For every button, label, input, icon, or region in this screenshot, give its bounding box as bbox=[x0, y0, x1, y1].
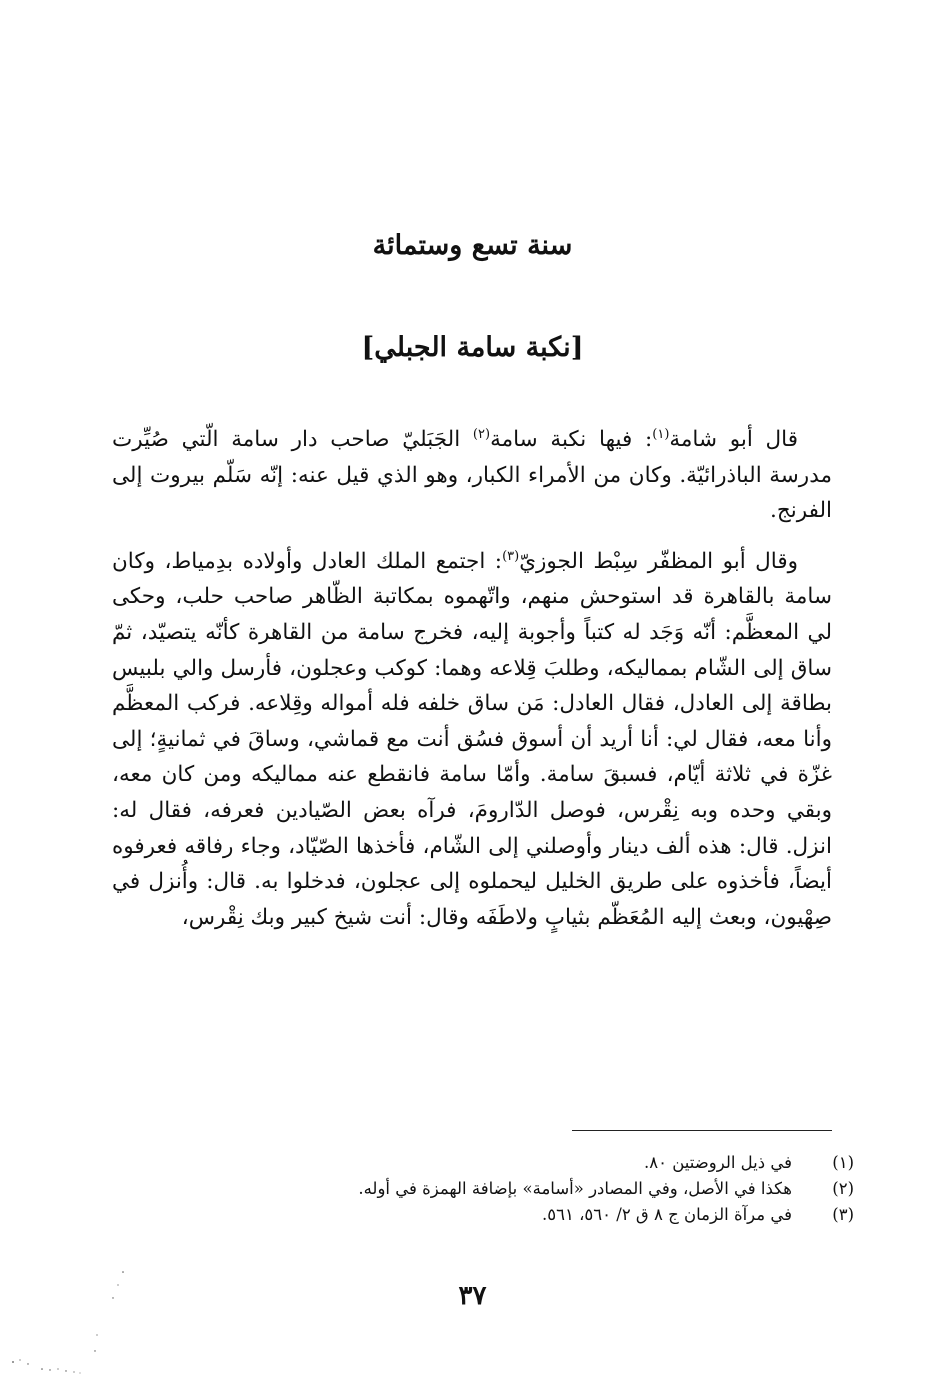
footnote-ref-1: (١) bbox=[652, 426, 670, 442]
footnote-ref-2: (٢) bbox=[472, 426, 491, 442]
year-heading: سنة تسع وستمائة bbox=[372, 230, 573, 261]
paragraph-2-text: وقال أبو المظفّر سِبْط الجوزيّ bbox=[519, 548, 798, 574]
footnote-text: في ذيل الروضتين ٨٠. bbox=[643, 1153, 792, 1172]
footnote-1 bbox=[112, 1150, 854, 1176]
paragraph-1-text: قال أبو شامة bbox=[669, 427, 798, 452]
main-text bbox=[112, 422, 832, 935]
paragraph-2 bbox=[112, 544, 832, 936]
footnote-3 bbox=[112, 1202, 854, 1228]
footnote-2 bbox=[112, 1176, 854, 1202]
footnote-text: في مرآة الزمان ج ٨ ق ٢/ ٥٦٠، ٥٦١. bbox=[541, 1205, 792, 1224]
footnote-number: (١) bbox=[832, 1153, 854, 1172]
paragraph-1-text: : فيها نكبة سامة bbox=[490, 427, 653, 452]
footnote-divider bbox=[572, 1130, 832, 1131]
paragraph-1 bbox=[112, 422, 832, 529]
footnote-text: هكذا في الأصل، وفي المصادر «أسامة» بإضافة الهمزة في أوله. bbox=[358, 1179, 792, 1198]
section-heading: [نكبة سامة الجبلي] bbox=[361, 332, 584, 363]
footnote-number: (٣) bbox=[832, 1205, 854, 1224]
footnote-ref-3: (٣) bbox=[502, 548, 520, 564]
footnotes bbox=[112, 1150, 854, 1228]
paragraph-1-text: الجَبَليّ صاحب دار سامة الّتي صُيِّرت مدرسة الباذرائيّة. وكان من الأمراء الكبار، وهو الذي قيل عنه: إنّه سَلّم بيروت إلى الفرنج. bbox=[112, 427, 832, 524]
paragraph-2-text: : اجتمع الملك العادل وأولاده بدِمياط، وكان سامة بالقاهرة قد استوحش منهم، واتّهموه بمكاتبة الظّاهر صاحب حلب، وحكى لي المعظَّم: أنّه وَجَد له كتباً وأجوبة إليه، فخرج سامة من القاهرة كأنّه يتصيّد، ثمّ ساق إلى الشّام بمماليكه، وطلبَ قِلاعه وهما: كوكب وعجلون، فأرسل والي بلبيس بطاقة إلى العادل، فقال العادل: مَن ساق خلفه فله أمواله وقِلاعه. فركب المعظَّم وأنا معه، فقال لي: أنا أريد أن أسوق فسُق أنت مع قماشي، وساقَ في ثمانيةٍ؛ إلى غزّة في ثلاثة أيّام، فسبقَ سامة. وأمّا سامة فانقطع عنه مماليكه ومن كان معه، وبقي وحده وبه نِقْرس، فوصل الدّارومَ، فرآه بعض الصّيادين فعرفه، فقال له: انزل. قال: هذه ألف دينار وأوصلني إلى الشّام، فأخذها الصّيّاد، وجاء رفاقه فعرفوه أيضاً، فأخذوه على طريق الخليل ليحملوه إلى عجلون، فدخلوا به. قال: وأُنزل في صِهْيون، وبعث إليه المُعَظّم بثيابٍ ولاطَفَه وقال: أنت شيخ كبير وبك نِقْرس، bbox=[112, 548, 832, 930]
page-number: ٣٧ bbox=[458, 1281, 487, 1311]
scan-specks bbox=[0, 1250, 140, 1380]
footnote-number: (٢) bbox=[832, 1179, 854, 1198]
